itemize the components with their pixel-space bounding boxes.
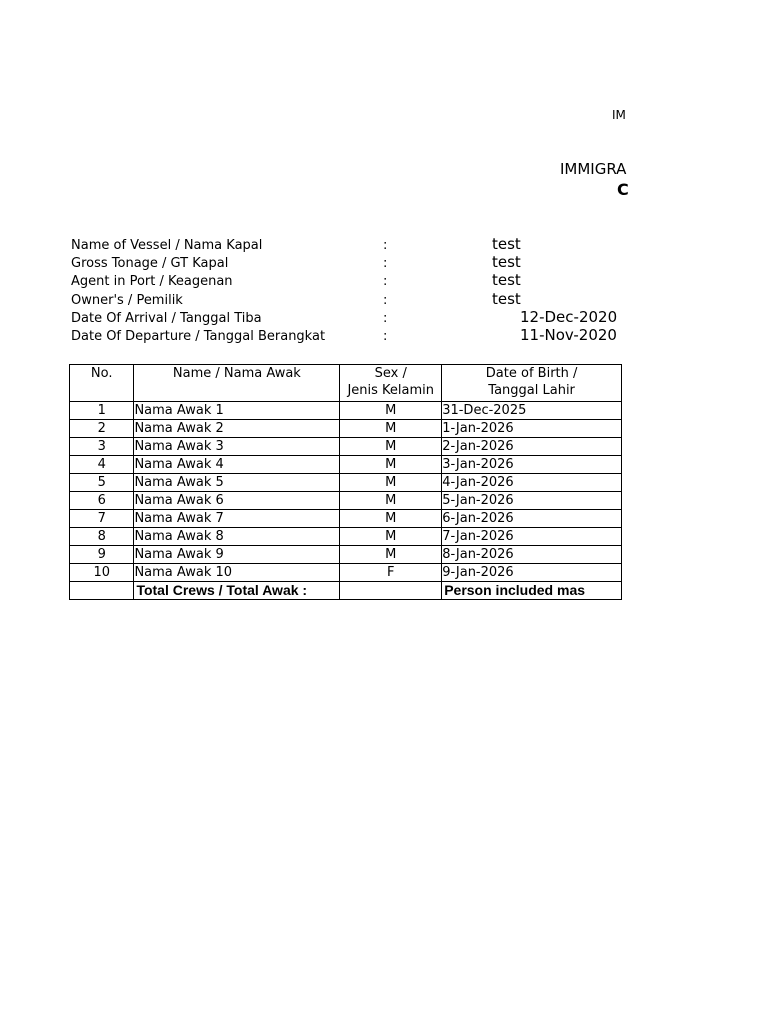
- crew-sex-cell: M: [340, 438, 442, 456]
- header-name: [134, 365, 340, 402]
- vessel-info-colon: :: [383, 329, 388, 344]
- crew-sex-cell: M: [340, 492, 442, 510]
- crew-no-cell: 3: [70, 438, 134, 456]
- vessel-info-colon: :: [383, 238, 388, 253]
- vessel-info-value: test: [492, 289, 521, 308]
- vessel-info-colon: :: [383, 256, 388, 272]
- header-line-3: C: [617, 180, 629, 199]
- total-row: [70, 582, 622, 600]
- header-sex: [340, 365, 442, 402]
- table-row: [70, 456, 622, 474]
- crew-no-cell: 10: [70, 564, 134, 582]
- header-line-1: IM: [612, 108, 626, 122]
- total-label: Total Crews / Total Awak :: [134, 582, 340, 600]
- crew-no-cell: 2: [70, 420, 134, 438]
- crew-sex-cell: M: [340, 402, 442, 420]
- crew-dob-cell: 2-Jan-2026: [442, 438, 622, 456]
- vessel-info-label: Gross Tonage / GT Kapal: [71, 256, 229, 272]
- header-dob: [442, 365, 622, 402]
- header-sex-line2: Jenis Kelamin: [347, 383, 435, 398]
- total-value: [340, 582, 442, 600]
- vessel-info-colon: :: [383, 274, 388, 290]
- crew-name-cell: Nama Awak 5: [134, 474, 340, 492]
- crew-table-body: [70, 402, 622, 582]
- table-row: [70, 402, 622, 420]
- vessel-info-label: Date Of Arrival / Tanggal Tiba: [71, 310, 262, 326]
- header-sex-line1: Sex /: [374, 366, 407, 381]
- vessel-info-value: test: [492, 253, 521, 272]
- crew-dob-cell: 1-Jan-2026: [442, 420, 622, 438]
- crew-sex-cell: M: [340, 474, 442, 492]
- vessel-info-label: Name of Vessel / Nama Kapal: [71, 238, 263, 253]
- table-row: [70, 474, 622, 492]
- crew-no-cell: 9: [70, 546, 134, 564]
- crew-name-cell: Nama Awak 9: [134, 546, 340, 564]
- crew-sex-cell: M: [340, 456, 442, 474]
- header-no-label: No.: [90, 366, 113, 381]
- crew-name-cell: Nama Awak 4: [134, 456, 340, 474]
- table-header-row: [70, 365, 622, 402]
- crew-dob-cell: 3-Jan-2026: [442, 456, 622, 474]
- crew-sex-cell: F: [340, 564, 442, 582]
- crew-no-cell: 8: [70, 528, 134, 546]
- vessel-info-value: test: [492, 235, 521, 253]
- table-row: [70, 438, 622, 456]
- crew-dob-cell: 8-Jan-2026: [442, 546, 622, 564]
- table-row: [70, 564, 622, 582]
- crew-name-cell: Nama Awak 10: [134, 564, 340, 582]
- crew-dob-cell: 6-Jan-2026: [442, 510, 622, 528]
- vessel-info-label: Owner's / Pemilik: [71, 292, 183, 308]
- crew-table: [69, 364, 622, 600]
- crew-name-cell: Nama Awak 6: [134, 492, 340, 510]
- vessel-info-label: Date Of Departure / Tanggal Berangkat: [71, 329, 326, 344]
- crew-no-cell: 4: [70, 456, 134, 474]
- crew-dob-cell: 31-Dec-2025: [442, 402, 622, 420]
- header-dob-line2: Tanggal Lahir: [488, 383, 575, 398]
- vessel-info-colon: :: [383, 310, 388, 326]
- crew-no-cell: 6: [70, 492, 134, 510]
- crew-no-cell: 5: [70, 474, 134, 492]
- vessel-info-colon: :: [383, 292, 388, 308]
- person-included-label: Person included mas: [442, 582, 622, 600]
- crew-name-cell: Nama Awak 1: [134, 402, 340, 420]
- crew-name-cell: Nama Awak 2: [134, 420, 340, 438]
- vessel-info-label: Agent in Port / Keagenan: [71, 274, 233, 290]
- crew-dob-cell: 5-Jan-2026: [442, 492, 622, 510]
- crew-dob-cell: 4-Jan-2026: [442, 474, 622, 492]
- crew-name-cell: Nama Awak 8: [134, 528, 340, 546]
- table-row: [70, 528, 622, 546]
- crew-sex-cell: M: [340, 528, 442, 546]
- crew-no-cell: 1: [70, 402, 134, 420]
- table-row: [70, 492, 622, 510]
- crew-sex-cell: M: [340, 510, 442, 528]
- table-row: [70, 546, 622, 564]
- crew-sex-cell: M: [340, 546, 442, 564]
- header-dob-line1: Date of Birth /: [485, 366, 578, 381]
- total-empty-cell: [70, 582, 134, 600]
- crew-name-cell: Nama Awak 7: [134, 510, 340, 528]
- vessel-info-value: test: [492, 271, 521, 290]
- crew-dob-cell: 9-Jan-2026: [442, 564, 622, 582]
- header-line-2: IMMIGRA: [560, 160, 627, 178]
- crew-name-cell: Nama Awak 3: [134, 438, 340, 456]
- table-row: [70, 510, 622, 528]
- header-name-label: Name / Nama Awak: [172, 366, 301, 381]
- header-no: [70, 365, 134, 402]
- crew-sex-cell: M: [340, 420, 442, 438]
- crew-dob-cell: 7-Jan-2026: [442, 528, 622, 546]
- table-row: [70, 420, 622, 438]
- crew-no-cell: 7: [70, 510, 134, 528]
- vessel-info-value: 12-Dec-2020: [520, 307, 618, 326]
- vessel-info-value: 11-Nov-2020: [520, 326, 617, 344]
